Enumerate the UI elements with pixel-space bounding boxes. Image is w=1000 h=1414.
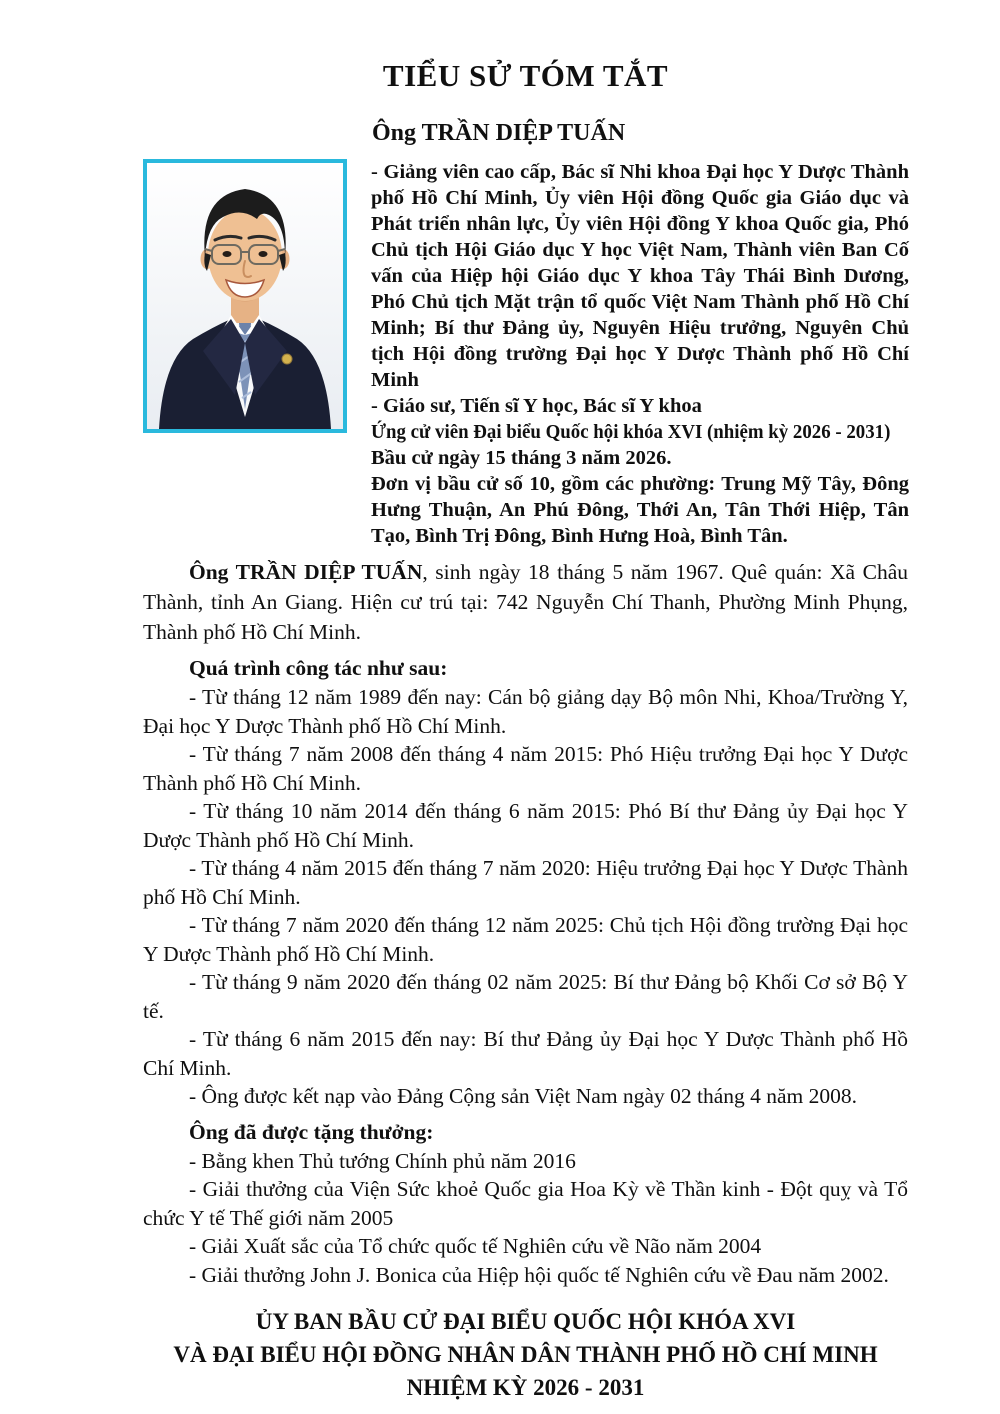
candidacy-line: Ứng cử viên Đại biểu Quốc hội khóa XVI (nhiệm kỳ 2026 - 2031) — [371, 421, 891, 443]
career-item: - Từ tháng 7 năm 2020 đến tháng 12 năm 2025: Chủ tịch Hội đồng trường Đại học Y Dược Thành phố Hồ Chí Minh. — [143, 913, 908, 966]
award-item: - Giải thưởng John J. Bonica của Hiệp hội quốc tế Nghiên cứu về Đau năm 2002. — [189, 1262, 889, 1287]
titles-line: - Giáo sư, Tiến sĩ Y học, Bác sĩ Y khoa — [371, 395, 702, 417]
career-section — [143, 653, 908, 1111]
election-committee-footer — [143, 1305, 908, 1404]
page-title: TIỂU SỬ TÓM TẮT — [382, 58, 669, 93]
awards-section — [143, 1117, 908, 1290]
credentials-block — [371, 159, 909, 549]
election-date-line: Bầu cử ngày 15 tháng 3 năm 2026. — [371, 447, 672, 469]
bio-name: Ông TRẦN DIỆP TUẤN — [189, 560, 423, 584]
career-item: - Ông được kết nạp vào Đảng Cộng sản Việt Nam ngày 02 tháng 4 năm 2008. — [189, 1084, 858, 1108]
bio-paragraph — [143, 557, 908, 647]
footer-line: NHIỆM KỲ 2026 - 2031 — [406, 1375, 645, 1400]
constituency-paragraph: Đơn vị bầu cử số 10, gồm các phường: Trung Mỹ Tây, Đông Hưng Thuận, An Phú Đông, Thới An, Tân Thới Hiệp, Tân Tạo, Bình Trị Đông, Bình Hưng Hoà, Bình Tân. — [371, 473, 909, 547]
candidate-name-heading: Ông TRẦN DIỆP TUẤN — [372, 120, 626, 146]
career-item: - Từ tháng 4 năm 2015 đến tháng 7 năm 2020: Hiệu trưởng Đại học Y Dược Thành phố Hồ Chí Minh. — [143, 856, 908, 909]
career-heading: Quá trình công tác như sau: — [189, 656, 448, 680]
awards-heading: Ông đã được tặng thưởng: — [189, 1119, 434, 1144]
career-item: - Từ tháng 9 năm 2020 đến tháng 02 năm 2025: Bí thư Đảng bộ Khối Cơ sở Bộ Y tế. — [143, 970, 908, 1023]
award-item: - Bằng khen Thủ tướng Chính phủ năm 2016 — [189, 1148, 576, 1173]
lapel-pin — [282, 354, 292, 364]
footer-line: VÀ ĐẠI BIỂU HỘI ĐỒNG NHÂN DÂN THÀNH PHỐ HỒ CHÍ MINH — [173, 1342, 878, 1367]
career-item: - Từ tháng 10 năm 2014 đến tháng 6 năm 2015: Phó Bí thư Đảng ủy Đại học Y Dược Thành phố Hồ Chí Minh. — [143, 799, 908, 852]
award-item: - Giải thưởng của Viện Sức khoẻ Quốc gia Hoa Kỳ về Thần kinh - Đột quỵ và Tổ chức Y tế Thế giới năm 2005 — [143, 1177, 908, 1230]
career-item: - Từ tháng 12 năm 1989 đến nay: Cán bộ giảng dạy Bộ môn Nhi, Khoa/Trường Y, Đại học Y Dược Thành phố Hồ Chí Minh. — [143, 685, 908, 738]
header-row — [143, 159, 908, 549]
footer-line: ỦY BAN BẦU CỬ ĐẠI BIỂU QUỐC HỘI KHÓA XVI — [255, 1309, 796, 1334]
portrait-photo — [147, 163, 343, 429]
bio-details: , sinh ngày 18 tháng 5 năm 1967. Quê quán: Xã Châu Thành, tỉnh An Giang. Hiện cư trú tại: 742 Nguyễn Chí Thanh, Phường Minh Phụng, Thành phố Hồ Chí Minh. — [143, 560, 908, 644]
award-item: - Giải Xuất sắc của Tổ chức quốc tế Nghiên cứu về Não năm 2004 — [189, 1234, 762, 1258]
photo-frame — [143, 159, 347, 433]
career-item: - Từ tháng 7 năm 2008 đến tháng 4 năm 2015: Phó Hiệu trưởng Đại học Y Dược Thành phố Hồ Chí Minh. — [143, 742, 908, 795]
credentials-paragraph: - Giảng viên cao cấp, Bác sĩ Nhi khoa Đại học Y Dược Thành phố Hồ Chí Minh, Ủy viên Hội đồng Quốc gia Giáo dục và Phát triển nhân lực, Ủy viên Hội đồng Y khoa Quốc gia, Phó Chủ tịch Hội Giáo dục Y học Việt Nam, Thành viên Ban Cố vấn của Hiệp hội Giáo dục Y khoa Tây Thái Bình Dương, Phó Chủ tịch Mặt trận tổ quốc Việt Nam Thành phố Hồ Chí Minh; Bí thư Đảng ủy, Nguyên Hiệu trưởng, Nguyên Chủ tịch Hội đồng trường Đại học Y Dược Thành phố Hồ Chí Minh — [371, 161, 909, 391]
career-item: - Từ tháng 6 năm 2015 đến nay: Bí thư Đảng ủy Đại học Y Dược Thành phố Hồ Chí Minh. — [143, 1027, 908, 1080]
